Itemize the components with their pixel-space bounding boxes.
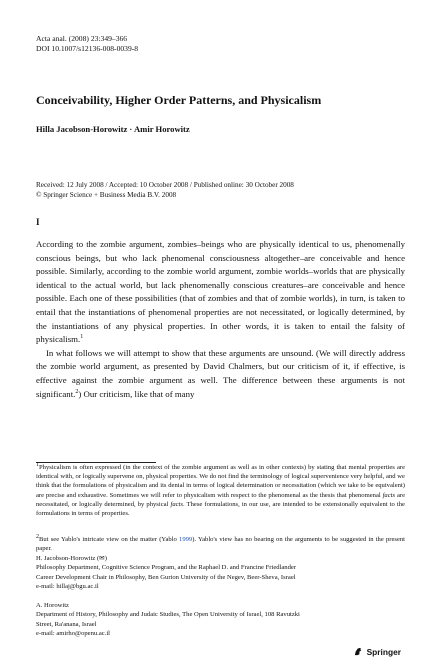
paragraph-2-text-a: In what follows we will attempt to show that these arguments are unsound. (We will directly address the zombie world argument, as presented by David Chalmers, but our criticism of it, if effective, is effective against the zombie argument as well. The difference between these arguments is not significant. (36, 347, 405, 399)
author-1-affiliation-line2: Career Development Chair in Philosophy, Ben Gurion University of the Negev, Beer-Sheva, Israel (36, 573, 296, 581)
paragraph-2-text-b: ) Our criticism, like that of many (78, 388, 195, 399)
author-2-email[interactable]: e-mail: amirho@openu.ac.il (36, 630, 110, 638)
author-1-email[interactable]: e-mail: hillaj@bgu.ac.il (36, 583, 99, 591)
paragraph-2 (36, 347, 405, 401)
footnote-1 (36, 463, 405, 518)
footnote-1-text: Physicalism is often expressed (in the context of the zombie argument as well as in other contexts) by stating that mental properties are identical with, or logically supervene on, physical properties. We do not find the terminology of logical supervenience very helpful, and we think that the formulations of physicalism and its denial in terms of logical determination or necessitation (which we take to be equivalent) are precise and exhaustive. Sometimes we will refer to physicalism with respect to the phenomenal as the thesis that phenomenal (36, 464, 405, 499)
doi: DOI 10.1007/s12136-008-0039-8 (36, 44, 139, 53)
publisher-name: Springer (366, 646, 401, 657)
copyright-line: © Springer Science + Business Media B.V. 2008 (36, 191, 177, 199)
footnote-1-text-c: . These formulations, in our use, are intended to be extensionally equivalent to the formulations in terms of properties. (36, 500, 405, 518)
body-text (36, 238, 405, 401)
citation-link-yablo[interactable]: 1999 (179, 536, 193, 543)
footnote-1-number: 1 (36, 461, 39, 468)
section-heading: I (36, 217, 40, 227)
footnote-2 (36, 535, 405, 553)
journal-citation: Acta anal. (2008) 23:349–366 (36, 34, 128, 43)
footnote-2-number: 2 (36, 533, 39, 540)
footnote-1-facts-b: facts (170, 500, 183, 508)
paragraph-1 (36, 238, 405, 347)
publication-dates (36, 180, 439, 200)
springer-logo (353, 646, 401, 657)
paper-title: Conceivability, Higher Order Patterns, and Physicalism (36, 93, 322, 107)
author-1-affiliation-line1: Philosophy Department, Cognitive Science Program, and the Raphael D. and Francine Friedlander (36, 564, 297, 572)
author-2-affiliation-line1: Department of History, Philosophy and Judaic Studies, The Open University of Israel, 108 Ravutzki (36, 611, 300, 619)
dates-line: Received: 12 July 2008 / Accepted: 10 October 2008 / Published online: 30 October 2008 (36, 181, 294, 189)
author-1-name: H. Jacobson-Horowitz (✉) (36, 555, 107, 562)
footnote-2-text: But see Yablo's intricate view on the matter (Yablo (39, 536, 180, 543)
footnote-ref-2[interactable]: 2 (75, 388, 79, 395)
footnote-1-text-b: are necessitated, or logically determined, by physical (36, 491, 405, 508)
paragraph-1-text: According to the zombie argument, zombies–beings who are physically identical to us, phenomenally conscious beings, but who lack phenomenal consciousness altogether–are conceivable and hence possible. Similarly, according to the zombie world argument, zombie worlds–worlds that are physically identical to the actual world, but lack phenomenally conscious creatures–are conceivable and hence possible. Each one of these possibilities (that of zombies and that of zombie worlds), in turn, is taken to entail that the instantiations of phenomenal properties are not necessitated, or logically determined, by the instantiations of any physical properties. In other words, it is taken to entail the falsity of physicalism. (36, 239, 405, 345)
footnote-2-text-b: ). Yablo's view has no bearing on the arguments to be suggested in the present paper. (36, 536, 405, 553)
affiliation-1 (36, 554, 405, 592)
authors: Hilla Jacobson-Horowitz · Amir Horowitz (36, 124, 190, 134)
author-2-affiliation-line2: Street, Ra'anana, Israel (36, 620, 97, 628)
footnote-1-facts-a: facts (382, 491, 396, 499)
footnote-ref-1[interactable]: 1 (80, 334, 84, 341)
springer-horse-icon (353, 646, 364, 657)
affiliation-2 (36, 601, 405, 639)
author-2-name: A. Horowitz (36, 602, 69, 609)
